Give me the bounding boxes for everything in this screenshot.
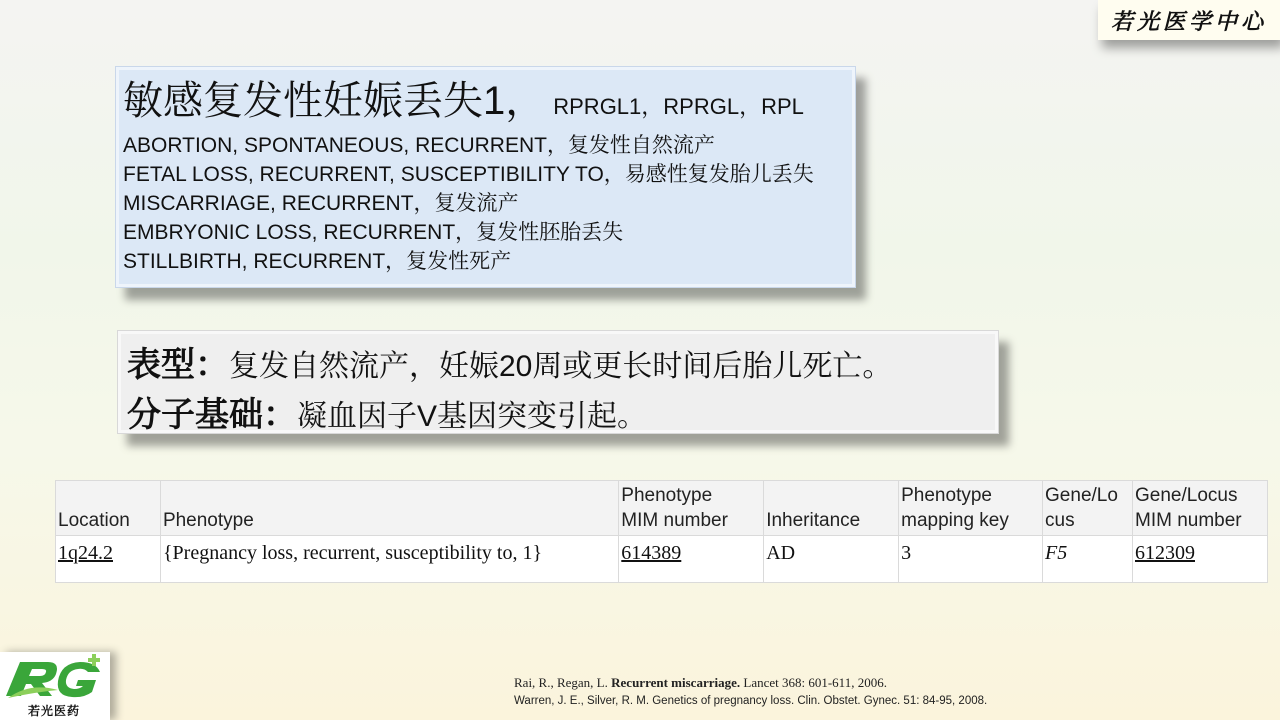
gene-mim-link[interactable]: 612309	[1135, 542, 1195, 564]
title-box	[115, 66, 856, 288]
title-line	[123, 77, 855, 131]
header-gene-locus: Gene/Lo cus	[1043, 481, 1133, 536]
omim-table	[55, 480, 1268, 583]
reference-2: Warren, J. E., Silver, R. M. Genetics of pregnancy loss. Clin. Obstet. Gynec. 51: 84-95, 2008.	[514, 695, 988, 707]
synonym-line: STILLBIRTH, RECURRENT，复发性死产	[123, 250, 512, 273]
logo-mark-icon	[0, 652, 110, 704]
brand-text: 若光医学中心	[1110, 8, 1267, 35]
molecular-basis-label: 分子基础：	[127, 396, 297, 434]
cell-gene-mim	[1133, 536, 1268, 583]
title-aliases: RPRGL1，RPRGL，RPL	[553, 94, 804, 119]
synonym-line: ABORTION, SPONTANEOUS, RECURRENT，复发性自然流产	[123, 134, 715, 157]
page-title: 敏感复发性妊娠丢失1，	[123, 79, 546, 123]
synonym-line: MISCARRIAGE, RECURRENT，复发流产	[123, 192, 519, 215]
reference-1-title: Recurrent miscarriage.	[611, 675, 741, 690]
cell-gene: F5	[1043, 536, 1133, 583]
cell-mapping-key: 3	[899, 536, 1043, 583]
reference-1: Rai, R., Regan, L. Recurrent miscarriage. Lancet 368: 601-611, 2006.	[514, 675, 887, 690]
logo-caption: 若光医药	[27, 704, 80, 718]
header-gene-mim: Gene/Locus MIM number	[1133, 481, 1268, 536]
table-header-row	[56, 481, 1268, 536]
table-row	[56, 536, 1268, 583]
references	[514, 674, 987, 710]
location-link[interactable]: 1q24.2	[58, 542, 113, 564]
cell-phenotype: {Pregnancy loss, recurrent, susceptibility to, 1}	[160, 536, 618, 583]
phenotype-label: 表型：	[127, 346, 229, 384]
phenotype-mim-link[interactable]: 614389	[621, 542, 682, 564]
header-inheritance: Inheritance	[764, 481, 899, 536]
cell-phenotype-mim	[619, 536, 764, 583]
molecular-basis-text: 凝血因子V基因突变引起。	[297, 400, 648, 433]
phenotype-text: 复发自然流产，妊娠20周或更长时间后胎儿死亡。	[229, 350, 893, 383]
company-logo	[0, 652, 110, 720]
synonym-line: FETAL LOSS, RECURRENT, SUSCEPTIBILITY TO，易感性复发胎儿丢失	[123, 163, 814, 186]
header-mapping-key: Phenotype mapping key	[899, 481, 1043, 536]
synonym-line: EMBRYONIC LOSS, RECURRENT，复发性胚胎丢失	[123, 221, 624, 244]
phenotype-box	[117, 330, 999, 434]
brand-label	[1098, 0, 1280, 40]
header-location: Location	[56, 481, 161, 536]
header-phenotype: Phenotype	[160, 481, 618, 536]
molecular-basis-line	[127, 391, 998, 441]
cell-location	[56, 536, 161, 583]
phenotype-line	[127, 341, 998, 391]
cell-inheritance: AD	[764, 536, 899, 583]
header-phenotype-mim: Phenotype MIM number	[619, 481, 764, 536]
